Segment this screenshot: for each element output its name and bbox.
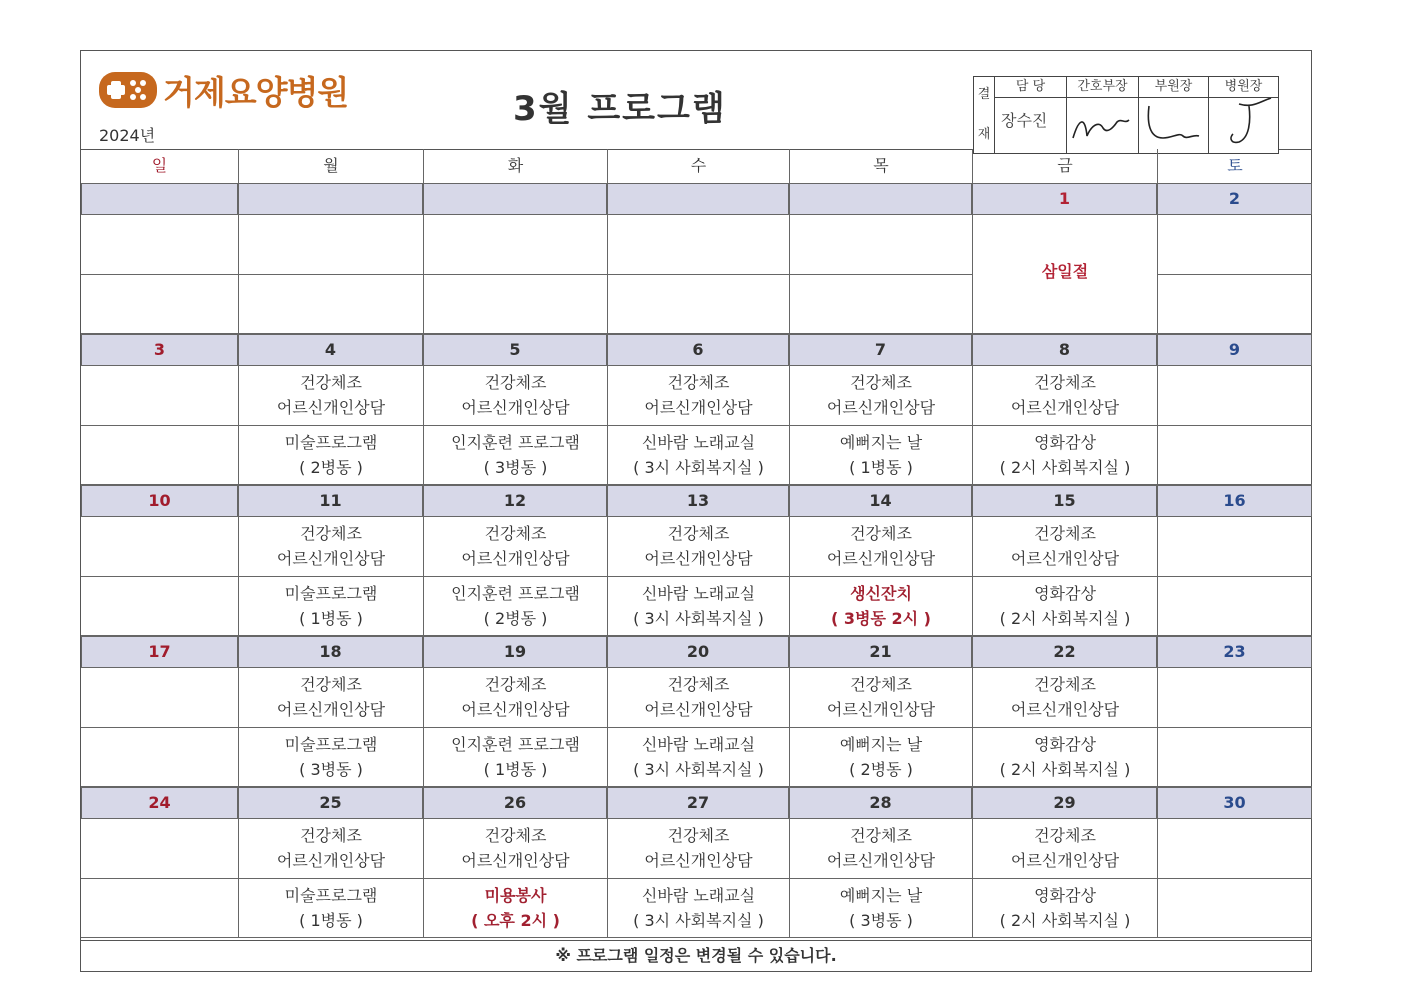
date-number: 9 bbox=[1157, 334, 1312, 366]
program-slot-morning bbox=[972, 366, 1157, 426]
program-name: 인지훈련 프로그램 bbox=[451, 584, 580, 603]
page-title: 3월 프로그램 bbox=[513, 89, 727, 129]
program-detail: ( 2시 사회복지실 ) bbox=[999, 760, 1131, 779]
approval-head: 담 당 bbox=[995, 77, 1066, 98]
approval-head: 간호부장 bbox=[1067, 77, 1138, 98]
date-number: 26 bbox=[423, 787, 607, 819]
program-name: 신바람 노래교실 bbox=[641, 433, 756, 452]
program-slot-afternoon bbox=[423, 728, 607, 787]
approval-col-director bbox=[1208, 77, 1278, 153]
approval-side-label-top: 결 bbox=[977, 87, 991, 102]
date-number: 22 bbox=[972, 636, 1157, 668]
program-detail: 어르신개인상담 bbox=[644, 398, 753, 417]
program-slot-morning bbox=[423, 366, 607, 426]
date-number bbox=[423, 183, 607, 215]
program-name: 건강체조 bbox=[850, 826, 912, 845]
program-name: 건강체조 bbox=[484, 524, 547, 543]
day-of-week-header: 수 bbox=[607, 149, 789, 183]
calendar-week bbox=[81, 334, 1311, 485]
program-name: 건강체조 bbox=[300, 373, 362, 392]
program-detail: 어르신개인상담 bbox=[1010, 549, 1120, 568]
program-name: 미술프로그램 bbox=[284, 433, 378, 452]
program-detail: ( 3시 사회복지실 ) bbox=[633, 609, 764, 628]
program-name: 건강체조 bbox=[300, 826, 362, 845]
program-slot-morning bbox=[423, 668, 607, 728]
program-slot-morning bbox=[1157, 517, 1312, 577]
program-detail: 어르신개인상담 bbox=[826, 549, 936, 568]
date-number: 12 bbox=[423, 485, 607, 517]
calendar-week bbox=[81, 485, 1311, 636]
program-name: 건강체조 bbox=[300, 675, 362, 694]
program-slot-morning bbox=[607, 517, 789, 577]
program-slot-afternoon bbox=[972, 879, 1157, 938]
program-slot-afternoon bbox=[238, 728, 423, 787]
program-slot-afternoon bbox=[607, 577, 789, 636]
program-detail: ( 3시 사회복지실 ) bbox=[633, 458, 764, 477]
program-slot-morning bbox=[789, 819, 972, 879]
program-detail: 어르신개인상담 bbox=[644, 851, 753, 870]
program-detail: 어르신개인상담 bbox=[644, 549, 753, 568]
program-name: 건강체조 bbox=[1034, 826, 1096, 845]
date-number bbox=[238, 183, 423, 215]
program-detail: ( 3병동 ) bbox=[299, 760, 363, 779]
program-name: 건강체조 bbox=[667, 826, 730, 845]
program-detail: 어르신개인상담 bbox=[644, 700, 753, 719]
date-number: 13 bbox=[607, 485, 789, 517]
calendar-sheet bbox=[80, 50, 1312, 972]
program-slot-afternoon bbox=[607, 275, 789, 334]
program-detail: ( 3시 사회복지실 ) bbox=[633, 911, 764, 930]
program-slot-afternoon bbox=[1157, 728, 1312, 787]
program-detail: ( 3병동 ) bbox=[483, 458, 548, 477]
program-slot-morning bbox=[423, 819, 607, 879]
program-name: 건강체조 bbox=[667, 524, 730, 543]
program-slot-morning bbox=[81, 366, 238, 426]
program-slot-morning bbox=[607, 215, 789, 275]
date-number: 24 bbox=[81, 787, 238, 819]
program-slot-afternoon bbox=[607, 728, 789, 787]
program-slot-afternoon bbox=[238, 577, 423, 636]
year-label: 2024년 bbox=[99, 126, 156, 145]
program-slot-morning bbox=[1157, 819, 1312, 879]
day-of-week-header: 금 bbox=[972, 149, 1157, 183]
program-slot-afternoon bbox=[81, 728, 238, 787]
calendar-week bbox=[81, 636, 1311, 787]
program-name: 영화감상 bbox=[1034, 433, 1096, 452]
program-slot-afternoon bbox=[1157, 577, 1312, 636]
day-of-week-header: 일 bbox=[151, 156, 168, 175]
program-slot-afternoon bbox=[423, 275, 607, 334]
day-of-week-header: 목 bbox=[789, 149, 972, 183]
program-detail: ( 3병동 ) bbox=[849, 911, 913, 930]
program-name: 인지훈련 프로그램 bbox=[451, 735, 580, 754]
program-name: 건강체조 bbox=[850, 373, 912, 392]
program-slot-morning bbox=[607, 668, 789, 728]
program-slot-afternoon bbox=[423, 426, 607, 485]
program-detail: 어르신개인상담 bbox=[461, 398, 570, 417]
program-name: 건강체조 bbox=[1034, 675, 1096, 694]
program-detail: ( 1병동 ) bbox=[299, 911, 363, 930]
program-detail: ( 1병동 ) bbox=[483, 760, 548, 779]
date-number: 7 bbox=[789, 334, 972, 366]
approval-col-vice bbox=[1138, 77, 1208, 153]
program-name: 신바람 노래교실 bbox=[641, 584, 756, 603]
program-slot-morning bbox=[972, 517, 1157, 577]
approval-box bbox=[973, 76, 1279, 154]
program-slot-morning bbox=[972, 819, 1157, 879]
program-slot-afternoon bbox=[607, 879, 789, 938]
program-slot-morning bbox=[81, 517, 238, 577]
date-number: 17 bbox=[81, 636, 238, 668]
program-slot-morning bbox=[238, 366, 423, 426]
holiday-cell bbox=[972, 215, 1157, 334]
program-slot-morning bbox=[607, 819, 789, 879]
program-slot-morning bbox=[238, 819, 423, 879]
day-of-week-row bbox=[81, 149, 1311, 183]
program-name: 영화감상 bbox=[1034, 735, 1096, 754]
program-slot-afternoon bbox=[81, 426, 238, 485]
approval-head: 부원장 bbox=[1139, 77, 1208, 98]
program-slot-afternoon bbox=[81, 879, 238, 938]
program-detail: 어르신개인상담 bbox=[1010, 700, 1120, 719]
hospital-logo-icon bbox=[97, 68, 159, 112]
program-slot-morning bbox=[1157, 215, 1312, 275]
program-name: 건강체조 bbox=[667, 373, 730, 392]
program-detail: ( 2병동 ) bbox=[483, 609, 548, 628]
date-number: 28 bbox=[789, 787, 972, 819]
program-slot-afternoon bbox=[972, 728, 1157, 787]
program-slot-morning bbox=[423, 517, 607, 577]
program-detail: 어르신개인상담 bbox=[276, 549, 386, 568]
program-slot-afternoon bbox=[972, 426, 1157, 485]
program-detail: 어르신개인상담 bbox=[1010, 398, 1120, 417]
program-slot-afternoon bbox=[238, 426, 423, 485]
program-detail: 어르신개인상담 bbox=[826, 398, 936, 417]
date-number: 3 bbox=[81, 334, 238, 366]
program-detail: ( 3시 사회복지실 ) bbox=[633, 760, 764, 779]
program-name: 건강체조 bbox=[1034, 373, 1096, 392]
signature-mark bbox=[1209, 98, 1278, 153]
program-slot-afternoon bbox=[789, 426, 972, 485]
program-slot-morning bbox=[81, 215, 238, 275]
program-slot-morning bbox=[789, 366, 972, 426]
date-number: 29 bbox=[972, 787, 1157, 819]
date-number: 5 bbox=[423, 334, 607, 366]
program-slot-afternoon bbox=[789, 728, 972, 787]
program-slot-morning bbox=[1157, 668, 1312, 728]
program-slot-afternoon bbox=[238, 879, 423, 938]
program-detail: ( 2시 사회복지실 ) bbox=[999, 911, 1131, 930]
program-detail: 어르신개인상담 bbox=[826, 700, 936, 719]
program-detail: 어르신개인상담 bbox=[461, 851, 570, 870]
date-number: 15 bbox=[972, 485, 1157, 517]
program-slot-afternoon bbox=[972, 577, 1157, 636]
day-of-week-header: 토 bbox=[1157, 149, 1312, 183]
program-name: 건강체조 bbox=[850, 675, 912, 694]
hospital-name: 거제요양병원 bbox=[163, 72, 349, 112]
date-number: 19 bbox=[423, 636, 607, 668]
program-name: 영화감상 bbox=[1034, 584, 1096, 603]
program-detail: 어르신개인상담 bbox=[1010, 851, 1120, 870]
program-detail: 어르신개인상담 bbox=[276, 851, 386, 870]
program-name: 영화감상 bbox=[1034, 886, 1096, 905]
program-name: 미술프로그램 bbox=[284, 886, 378, 905]
date-number: 6 bbox=[607, 334, 789, 366]
program-name: 예뻐지는 날 bbox=[839, 433, 923, 452]
program-name: 건강체조 bbox=[850, 524, 912, 543]
date-number: 14 bbox=[789, 485, 972, 517]
program-slot-morning bbox=[238, 517, 423, 577]
program-name: 인지훈련 프로그램 bbox=[451, 433, 580, 452]
program-detail: ( 3병동 2시 ) bbox=[831, 609, 931, 628]
program-detail: ( 2시 사회복지실 ) bbox=[999, 458, 1131, 477]
program-name: 건강체조 bbox=[484, 675, 547, 694]
program-detail: ( 2병동 ) bbox=[849, 760, 913, 779]
program-name: 건강체조 bbox=[667, 675, 730, 694]
date-number: 2 bbox=[1157, 183, 1312, 215]
program-slot-morning bbox=[238, 668, 423, 728]
date-number bbox=[607, 183, 789, 215]
hospital-logo bbox=[97, 65, 348, 115]
header bbox=[81, 51, 1311, 150]
program-name: 건강체조 bbox=[484, 826, 547, 845]
signature-mark bbox=[1067, 98, 1138, 153]
program-slot-morning bbox=[238, 215, 423, 275]
date-number: 25 bbox=[238, 787, 423, 819]
program-detail: 어르신개인상담 bbox=[826, 851, 936, 870]
program-name: 건강체조 bbox=[484, 373, 547, 392]
signature-mark bbox=[1139, 98, 1208, 153]
approval-head: 병원장 bbox=[1209, 77, 1278, 98]
program-detail: ( 2시 사회복지실 ) bbox=[999, 609, 1131, 628]
date-number: 8 bbox=[972, 334, 1157, 366]
program-name: 미용봉사 bbox=[484, 886, 547, 905]
calendar-week bbox=[81, 787, 1311, 938]
program-slot-afternoon bbox=[789, 275, 972, 334]
program-detail: ( 1병동 ) bbox=[299, 609, 363, 628]
date-number: 4 bbox=[238, 334, 423, 366]
program-slot-afternoon bbox=[238, 275, 423, 334]
date-number: 11 bbox=[238, 485, 423, 517]
program-slot-afternoon bbox=[423, 577, 607, 636]
program-slot-morning bbox=[423, 215, 607, 275]
date-number bbox=[789, 183, 972, 215]
program-detail: ( 2병동 ) bbox=[299, 458, 363, 477]
date-number: 1 bbox=[972, 183, 1157, 215]
program-slot-morning bbox=[81, 819, 238, 879]
program-slot-morning bbox=[789, 215, 972, 275]
program-name: 미술프로그램 bbox=[284, 584, 378, 603]
program-slot-afternoon bbox=[81, 577, 238, 636]
program-name: 신바람 노래교실 bbox=[641, 886, 756, 905]
program-name: 예뻐지는 날 bbox=[839, 735, 923, 754]
program-slot-morning bbox=[81, 668, 238, 728]
program-detail: 어르신개인상담 bbox=[276, 398, 386, 417]
program-name: 건강체조 bbox=[1034, 524, 1096, 543]
date-number: 20 bbox=[607, 636, 789, 668]
calendar-week bbox=[81, 183, 1311, 334]
program-detail: 어르신개인상담 bbox=[461, 549, 570, 568]
date-number: 10 bbox=[81, 485, 238, 517]
program-slot-morning bbox=[1157, 366, 1312, 426]
program-name: 예뻐지는 날 bbox=[839, 886, 923, 905]
program-slot-afternoon bbox=[607, 426, 789, 485]
approval-col-nursing bbox=[1066, 77, 1138, 153]
signer-name: 장수진 bbox=[1001, 111, 1048, 130]
program-detail: ( 오후 2시 ) bbox=[471, 911, 560, 930]
program-slot-afternoon bbox=[789, 577, 972, 636]
date-number: 23 bbox=[1157, 636, 1312, 668]
program-name: 건강체조 bbox=[300, 524, 362, 543]
date-number: 16 bbox=[1157, 485, 1312, 517]
day-of-week-header: 화 bbox=[423, 149, 607, 183]
date-number: 21 bbox=[789, 636, 972, 668]
program-slot-morning bbox=[789, 517, 972, 577]
program-name: 미술프로그램 bbox=[284, 735, 378, 754]
program-slot-morning bbox=[972, 668, 1157, 728]
program-slot-afternoon bbox=[81, 275, 238, 334]
day-of-week-header: 월 bbox=[238, 149, 423, 183]
date-number bbox=[81, 183, 238, 215]
program-detail: ( 1병동 ) bbox=[849, 458, 913, 477]
program-name: 신바람 노래교실 bbox=[641, 735, 756, 754]
program-detail: 어르신개인상담 bbox=[276, 700, 386, 719]
program-slot-afternoon bbox=[1157, 426, 1312, 485]
program-slot-morning bbox=[607, 366, 789, 426]
date-number: 18 bbox=[238, 636, 423, 668]
program-detail: 어르신개인상담 bbox=[461, 700, 570, 719]
date-number: 30 bbox=[1157, 787, 1312, 819]
footer-note: ※ 프로그램 일정은 변경될 수 있습니다. bbox=[81, 940, 1311, 971]
program-slot-afternoon bbox=[423, 879, 607, 938]
program-slot-morning bbox=[789, 668, 972, 728]
approval-col-manager bbox=[994, 77, 1066, 153]
program-slot-afternoon bbox=[1157, 275, 1312, 334]
approval-side-label-bottom: 재 bbox=[977, 127, 991, 142]
holiday-label: 삼일절 bbox=[1041, 262, 1089, 281]
date-number: 27 bbox=[607, 787, 789, 819]
program-slot-afternoon bbox=[789, 879, 972, 938]
program-name: 생신잔치 bbox=[850, 584, 912, 603]
program-slot-afternoon bbox=[1157, 879, 1312, 938]
